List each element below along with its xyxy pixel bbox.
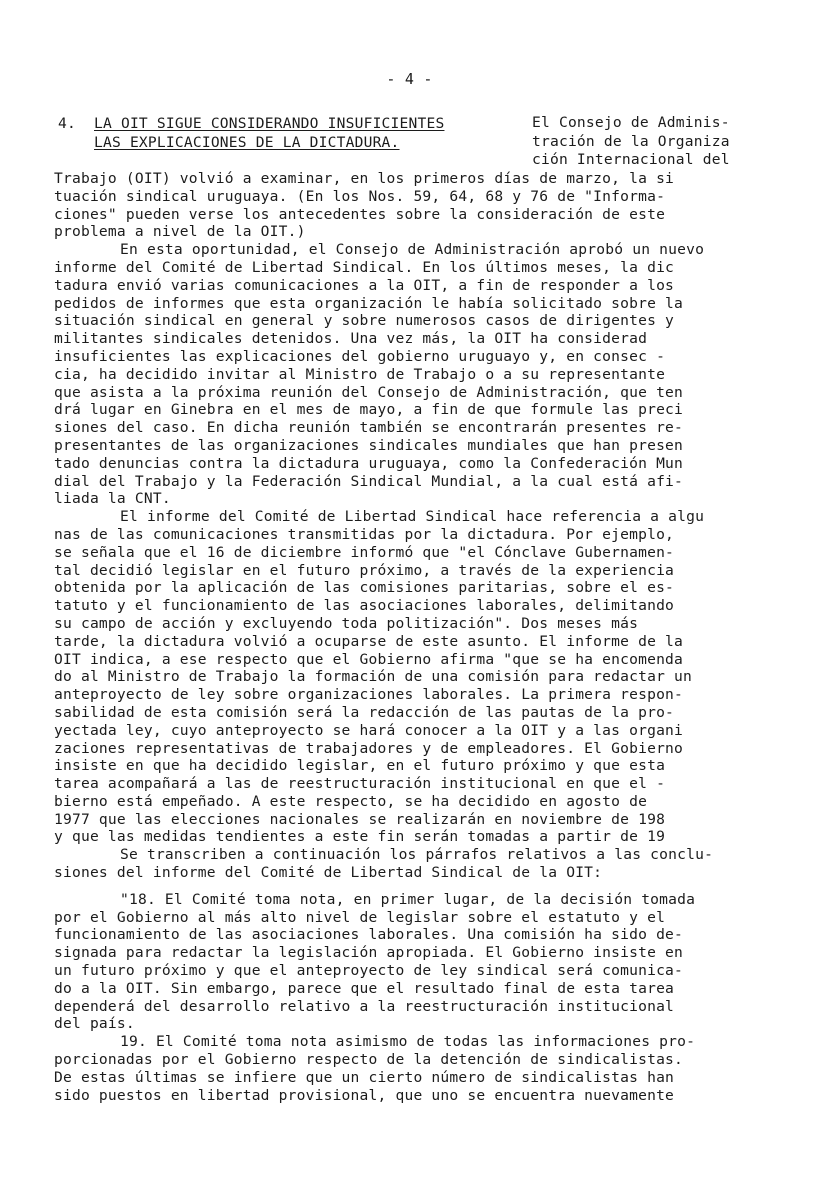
section-title-line-2: LAS EXPLICACIONES DE LA DICTADURA. bbox=[94, 134, 400, 151]
heading-line-1 bbox=[58, 114, 518, 133]
intro-side-line: ción Internacional del bbox=[532, 151, 730, 168]
text-line: y que las medidas tendientes a este fin serán tomadas a partir de 19 bbox=[54, 828, 666, 846]
text-line: "18. El Comité toma nota, en primer lugar, de la decisión tomada bbox=[120, 890, 696, 908]
text-line: En esta oportunidad, el Consejo de Administración aprobó un nuevo bbox=[120, 241, 705, 259]
text-line: liada la CNT. bbox=[54, 490, 171, 508]
section-heading bbox=[58, 114, 518, 152]
text-line: 1977 que las elecciones nacionales se realizarán en noviembre de 198 bbox=[54, 810, 666, 828]
text-line: signada para redactar la legislación apropiada. El Gobierno insiste en bbox=[54, 944, 684, 962]
text-line: obtenida por la aplicación de las comisiones paritarias, sobre el es- bbox=[54, 579, 675, 597]
intro-side-line: El Consejo de Adminis- bbox=[532, 114, 730, 131]
paragraph-spacer bbox=[54, 882, 774, 891]
text-line: tatuto y el funcionamiento de las asociaciones laborales, delimitando bbox=[54, 597, 675, 615]
text-line: situación sindical en general y sobre numerosos casos de dirigentes y bbox=[54, 312, 675, 330]
text-line: yectada ley, cuyo anteproyecto se hará conocer a la OIT y a las organi bbox=[54, 721, 684, 739]
body-text bbox=[54, 170, 774, 1104]
text-line: El informe del Comité de Libertad Sindical hace referencia a algu bbox=[120, 508, 705, 526]
text-line: su campo de acción y excluyendo toda politización". Dos meses más bbox=[54, 614, 639, 632]
text-line: tadura envió varias comunicaciones a la OIT, a fin de responder a los bbox=[54, 276, 675, 294]
text-line: militantes sindicales detenidos. Una vez más, la OIT ha considerad bbox=[54, 330, 648, 348]
text-line: sabilidad de esta comisión será la redacción de las pautas de la pro- bbox=[54, 703, 675, 721]
text-line: zaciones representativas de trabajadores y de empleadores. El Gobierno bbox=[54, 739, 684, 757]
text-line: tado denuncias contra la dictadura uruguaya, como la Confederación Mun bbox=[54, 454, 684, 472]
text-line: tarde, la dictadura volvió a ocuparse de este asunto. El informe de la bbox=[54, 632, 684, 650]
text-line: porcionadas por el Gobierno respecto de la detención de sindicalistas. bbox=[54, 1051, 684, 1069]
text-line: bierno está empeñado. A este respecto, se ha decidido en agosto de bbox=[54, 792, 648, 810]
text-line: nas de las comunicaciones transmitidas por la dictadura. Por ejemplo, bbox=[54, 525, 675, 543]
text-line: insuficientes las explicaciones del gobierno uruguayo y, en consec - bbox=[54, 347, 666, 365]
section-number: 4. bbox=[58, 115, 76, 132]
text-line: tarea acompañará a las de reestructuración institucional en que el - bbox=[54, 775, 666, 793]
text-line: un futuro próximo y que el anteproyecto de ley sindical será comunica- bbox=[54, 962, 684, 980]
text-line: insiste en que ha decidido legislar, en el futuro próximo y que esta bbox=[54, 757, 666, 775]
heading-line-2 bbox=[58, 133, 518, 152]
text-line: OIT indica, a ese respecto que el Gobierno afirma "que se ha encomenda bbox=[54, 650, 684, 668]
text-line: Trabajo (OIT) volvió a examinar, en los primeros días de marzo, la si bbox=[54, 170, 675, 187]
text-line: do al Ministro de Trabajo la formación de una comisión para redactar un bbox=[54, 668, 693, 686]
text-line: pedidos de informes que esta organización le había solicitado sobre la bbox=[54, 294, 684, 312]
text-line: siones del caso. En dicha reunión también se encontrarán presentes re- bbox=[54, 419, 684, 437]
section-title-line-1: LA OIT SIGUE CONSIDERANDO INSUFICIENTES bbox=[94, 115, 445, 132]
text-line: 19. El Comité toma nota asimismo de todas las informaciones pro- bbox=[120, 1033, 696, 1051]
page-number: - 4 - bbox=[386, 70, 433, 88]
text-line: que asista a la próxima reunión del Consejo de Administración, que ten bbox=[54, 383, 684, 401]
text-line: dependerá del desarrollo relativo a la reestructuración institucional bbox=[54, 997, 675, 1015]
text-line: ciones" pueden verse los antecedentes sobre la consideración de este bbox=[54, 205, 666, 223]
text-line: Se transcriben a continuación los párrafos relativos a las conclu- bbox=[120, 846, 714, 864]
text-line: informe del Comité de Libertad Sindical. En los últimos meses, la dic bbox=[54, 258, 675, 276]
text-line: presentantes de las organizaciones sindicales mundiales que han presen bbox=[54, 436, 684, 454]
text-line: anteproyecto de ley sobre organizaciones laborales. La primera respon- bbox=[54, 686, 684, 704]
intro-side-text bbox=[532, 114, 772, 170]
text-line: cia, ha decidido invitar al Ministro de Trabajo o a su representante bbox=[54, 365, 666, 383]
text-line: siones del informe del Comité de Libertad Sindical de la OIT: bbox=[54, 864, 603, 882]
text-line: por el Gobierno al más alto nivel de legislar sobre el estatuto y el bbox=[54, 908, 666, 926]
intro-side-line: tración de la Organiza bbox=[532, 132, 730, 150]
text-line: funcionamiento de las asociaciones laborales. Una comisión ha sido de- bbox=[54, 926, 684, 944]
text-line: se señala que el 16 de diciembre informó que "el Cónclave Gubernamen- bbox=[54, 543, 675, 561]
text-line: sido puestos en libertad provisional, que uno se encuentra nuevamente bbox=[54, 1086, 675, 1104]
text-line: do a la OIT. Sin embargo, parece que el resultado final de esta tarea bbox=[54, 979, 675, 997]
text-line: tal decidió legislar en el futuro próximo, a través de la experiencia bbox=[54, 561, 675, 579]
text-line: drá lugar en Ginebra en el mes de mayo, a fin de que formule las preci bbox=[54, 401, 684, 419]
text-line: problema a nivel de la OIT.) bbox=[54, 223, 306, 241]
text-line: del país. bbox=[54, 1015, 135, 1033]
text-line: dial del Trabajo y la Federación Sindical Mundial, a la cual está afi- bbox=[54, 472, 684, 490]
text-line: tuación sindical uruguaya. (En los Nos. 59, 64, 68 y 76 de "Informa- bbox=[54, 187, 666, 205]
text-line: De estas últimas se infiere que un cierto número de sindicalistas han bbox=[54, 1068, 675, 1086]
